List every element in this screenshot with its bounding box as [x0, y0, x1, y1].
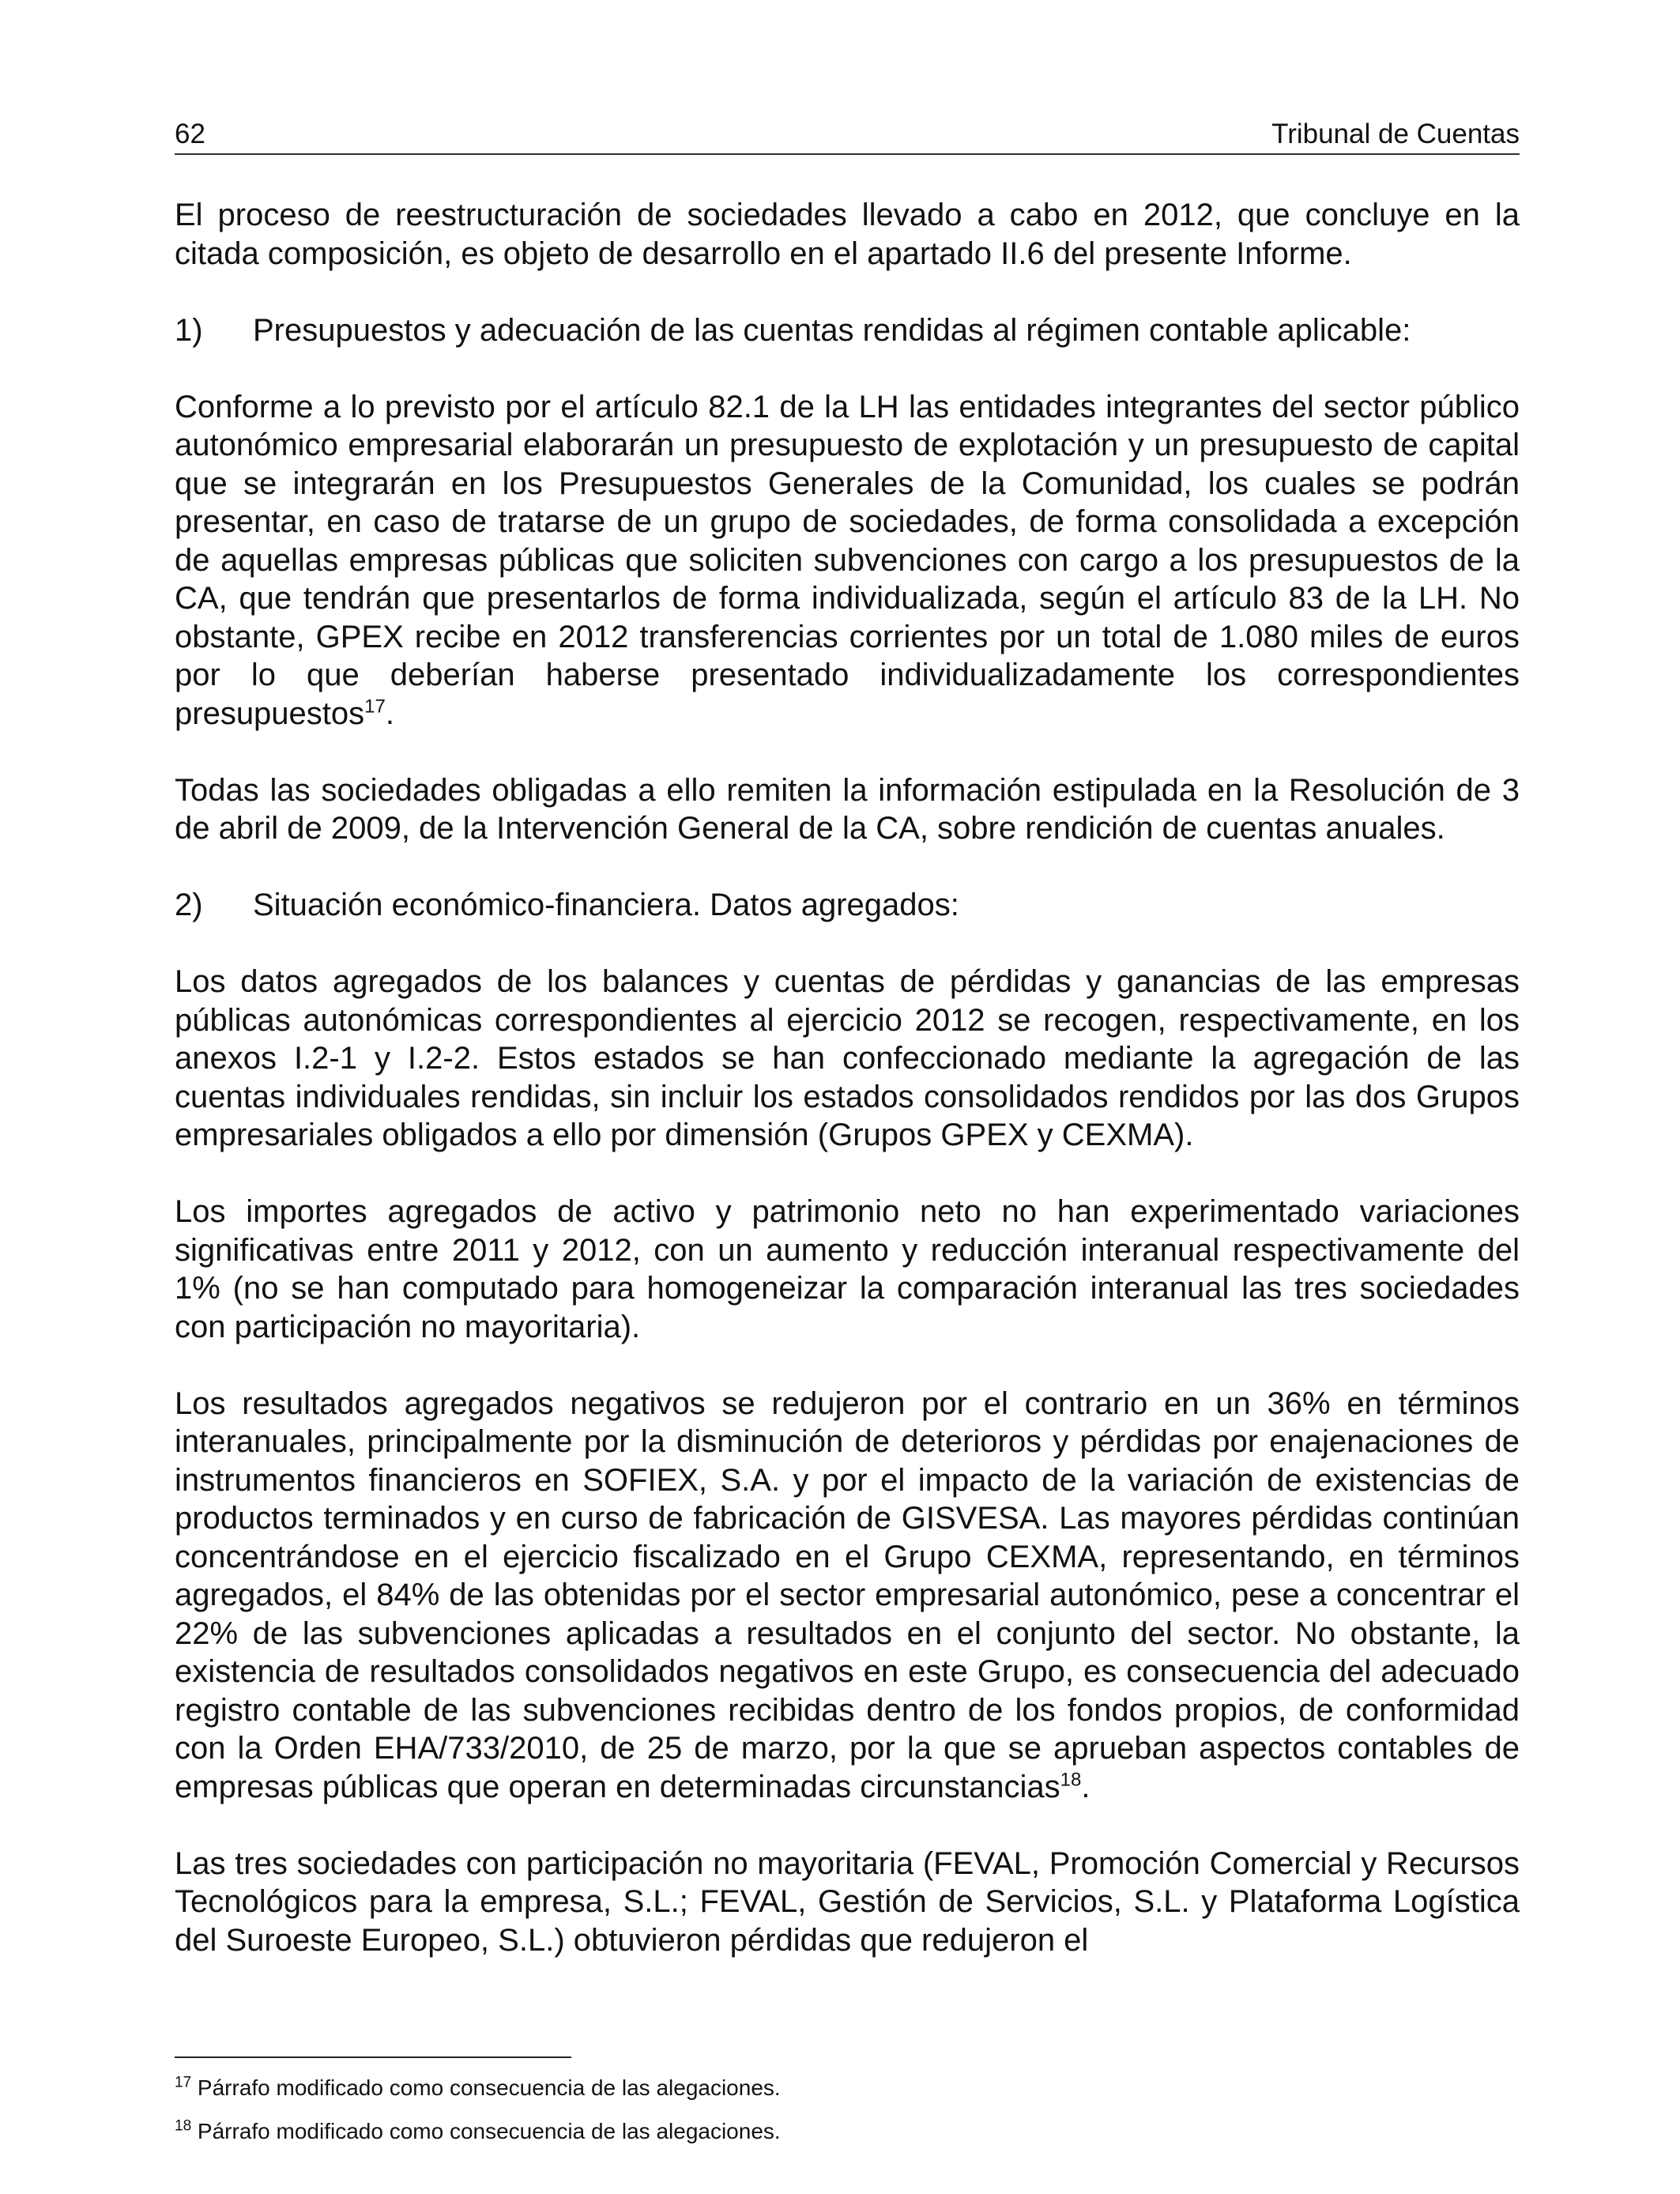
footnote-separator: [175, 2056, 571, 2058]
page-header: [175, 115, 1520, 155]
paragraph-assets-equity: Los importes agregados de activo y patrimonio neto no han experimentado variaciones significativas entre 2011 y 2012, con un aumento y reducción interanual respectivamente del 1% (no se han computado para homogeneizar la comparación interanual las tres sociedades con participación no mayoritaria).: [175, 1194, 1520, 1344]
paragraph-text: Los resultados agregados negativos se redujeron por el contrario en un 36% en términos interanuales, principalmente por la disminución de deterioros y pérdidas por enajenaciones de instrumentos financieros en SOFIEX, S.A. y por el impacto de la variación de existencias de productos terminados y en curso de fabricación de GISVESA. Las mayores pérdidas continúan concentrándose en el ejercicio fiscalizado en el Grupo CEXMA, representando, en términos agregados, el 84% de las obtenidas por el sector empresarial autonómico, pese a concentrar el 22% de las subvenciones aplicadas a resultados en el conjunto del sector. No obstante, la existencia de resultados consolidados negativos en este Grupo, es consecuencia del adecuado registro contable de las subvenciones recibidas dentro de los fondos propios, de conformidad con la Orden EHA/733/2010, de 25 de marzo, por la que se aprueban aspectos contables de empresas públicas que operan en determinadas circunstancias: [175, 1385, 1520, 1804]
footnote-number: 17: [175, 2074, 192, 2091]
paragraph-restructuring: El proceso de reestructuración de sociedades llevado a cabo en 2012, que concluye en la citada composición, es objeto de desarrollo en el apartado II.6 del presente Informe.: [175, 198, 1520, 271]
section-title: Presupuestos y adecuación de las cuentas rendidas al régimen contable aplicable:: [253, 312, 1411, 348]
document-body: [175, 196, 1520, 1998]
paragraph-text: Conforme a lo previsto por el artículo 82.1 de la LH las entidades integrantes del sector público autonómico empresarial elaborarán un presupuesto de explotación y un presupuesto de capital que se integrarán en los Presupuestos Generales de la Comunidad, los cuales se podrán presentar, en caso de tratarse de un grupo de sociedades, de forma consolidada a excepción de aquellas empresas públicas que soliciten subvenciones con cargo a los presupuestos de la CA, que tendrán que presentarlos de forma individualizada, según el artículo 83 de la LH. No obstante, GPEX recibe en 2012 transferencias corrientes por un total de 1.080 miles de euros por lo que deberían haberse presentado individualizadamente los correspondientes presupuestos: [175, 389, 1520, 731]
document-page: [175, 0, 1520, 2194]
paragraph-budget-rules: [175, 388, 1520, 733]
page-number: 62: [175, 119, 205, 149]
paragraph-reporting: Todas las sociedades obligadas a ello remiten la información estipulada en la Resolución de 3 de abril de 2009, de la Intervención General de la CA, sobre rendición de cuentas anuales.: [175, 772, 1520, 846]
paragraph-aggregated-data: Los datos agregados de los balances y cuentas de pérdidas y ganancias de las empresas públicas autonómicas correspondientes al ejercicio 2012 se recogen, respectivamente, en los anexos I.2-1 y I.2-2. Estos estados se han confeccionado mediante la agregación de las cuentas individuales rendidas, sin incluir los estados consolidados rendidos por las dos Grupos empresariales obligados a ello por dimensión (Grupos GPEX y CEXMA).: [175, 964, 1520, 1152]
footnote-reference[interactable]: 17: [364, 696, 386, 718]
footnote-text: Párrafo modificado como consecuencia de las alegaciones.: [191, 2119, 781, 2143]
section-heading-financial-situation: [175, 886, 1520, 925]
section-number: 1): [175, 312, 203, 348]
footnote-number: 18: [175, 2117, 192, 2135]
footnote-text: Párrafo modificado como consecuencia de las alegaciones.: [191, 2075, 781, 2100]
section-number: 2): [175, 888, 203, 922]
paragraph-tail: .: [1081, 1769, 1090, 1804]
footnote-18: [175, 2117, 1520, 2146]
footnote-reference[interactable]: 18: [1060, 1769, 1082, 1791]
footnote-17: [175, 2074, 1520, 2102]
section-heading-budgets: [175, 311, 1520, 350]
running-title: Tribunal de Cuentas: [1271, 119, 1520, 149]
footnotes: [175, 2074, 1520, 2161]
paragraph-minority-companies: Las tres sociedades con participación no mayoritaria (FEVAL, Promoción Comercial y Recursos Tecnológicos para la empresa, S.L.; FEVAL, Gestión de Servicios, S.L. y Plataforma Logística del Suroeste Europeo, S.L.) obtuvieron pérdidas que redujeron el: [175, 1845, 1520, 1958]
paragraph-results: [175, 1385, 1520, 1807]
section-title: Situación económico-financiera. Datos agregados:: [253, 888, 959, 922]
paragraph-tail: .: [385, 696, 394, 731]
